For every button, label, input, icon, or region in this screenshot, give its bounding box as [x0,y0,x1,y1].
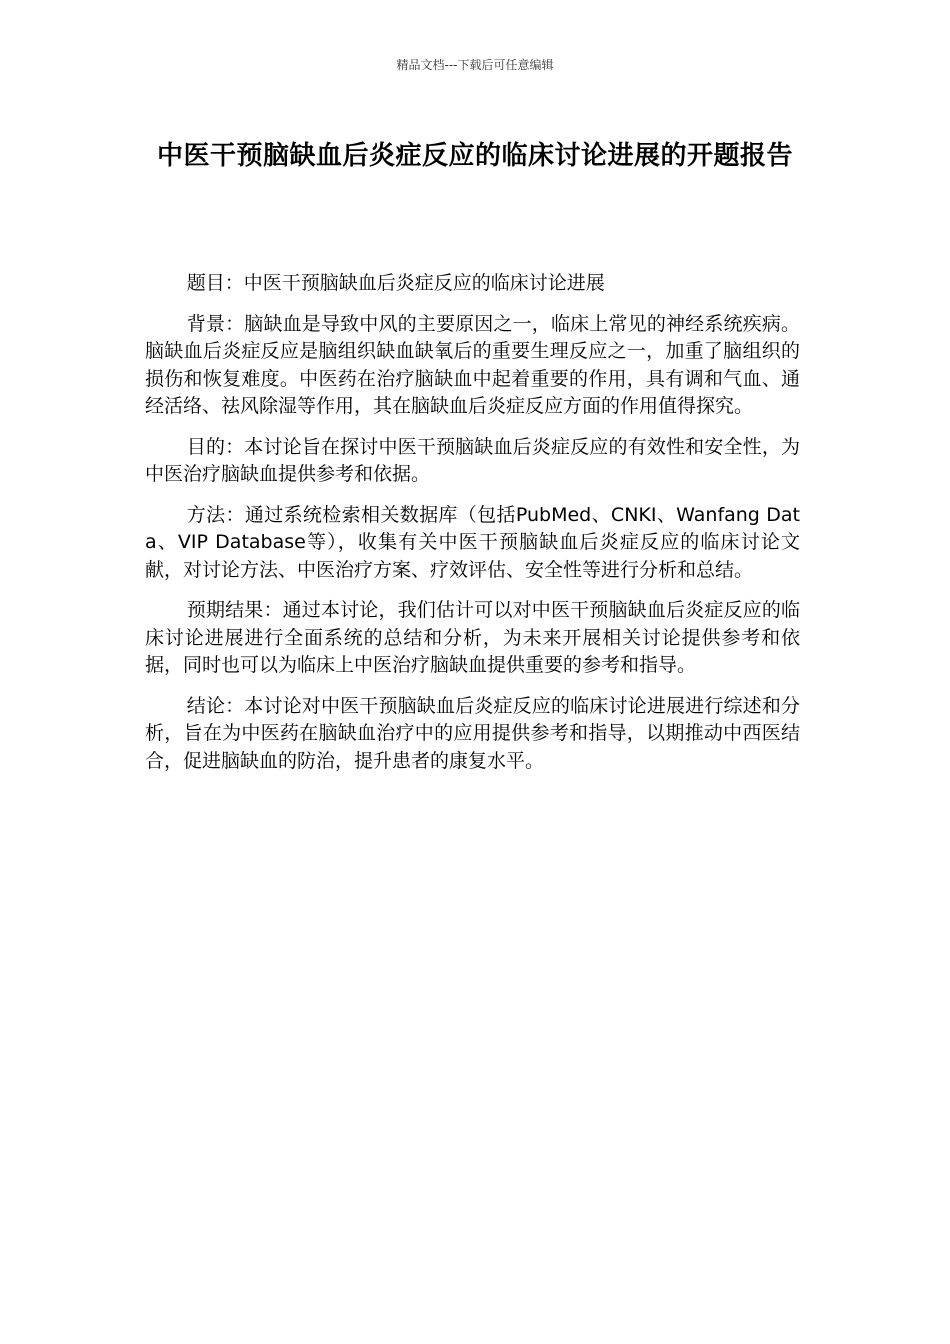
document-body [145,270,800,788]
paragraph-expected-results: 预期结果：通过本讨论，我们估计可以对中医干预脑缺血后炎症反应的临床讨论进展进行全面系统的总结和分析，为未来开展相关讨论提供参考和依据，同时也可以为临床上中医治疗脑缺血提供重要的参考和指导。 [145,599,800,676]
paragraph-purpose: 目的：本讨论旨在探讨中医干预脑缺血后炎症反应的有效性和安全性，为中医治疗脑缺血提供参考和依据。 [145,435,800,485]
paragraph-topic: 题目：中医干预脑缺血后炎症反应的临床讨论进展 [186,272,605,294]
document-title: 中医干预脑缺血后炎症反应的临床讨论进展的开题报告 [156,141,793,171]
paragraph-background: 背景：脑缺血是导致中风的主要原因之一，临床上常见的神经系统疾病。脑缺血后炎症反应是脑组织缺血缺氧后的重要生理反应之一，加重了脑组织的损伤和恢复难度。中医药在治疗脑缺血中起着重要的作用，具有调和气血、通经活络、祛风除湿等作用，其在脑缺血后炎症反应方面的作用值得探究。 [145,312,800,417]
paragraph-conclusion: 结论：本讨论对中医干预脑缺血后炎症反应的临床讨论进展进行综述和分析，旨在为中医药在脑缺血治疗中的应用提供参考和指导，以期推动中西医结合，促进脑缺血的防治，提升患者的康复水平。 [145,694,800,772]
header-note: 精品文档---下载后可任意编辑 [396,58,554,72]
paragraph-method: 方法：通过系统检索相关数据库（包括PubMed、CNKI、Wanfang Data、VIP Database等），收集有关中医干预脑缺血后炎症反应的临床讨论文献，对讨论方法、中医治疗方案、疗效评估、安全性等进行分析和总结。 [145,503,800,581]
